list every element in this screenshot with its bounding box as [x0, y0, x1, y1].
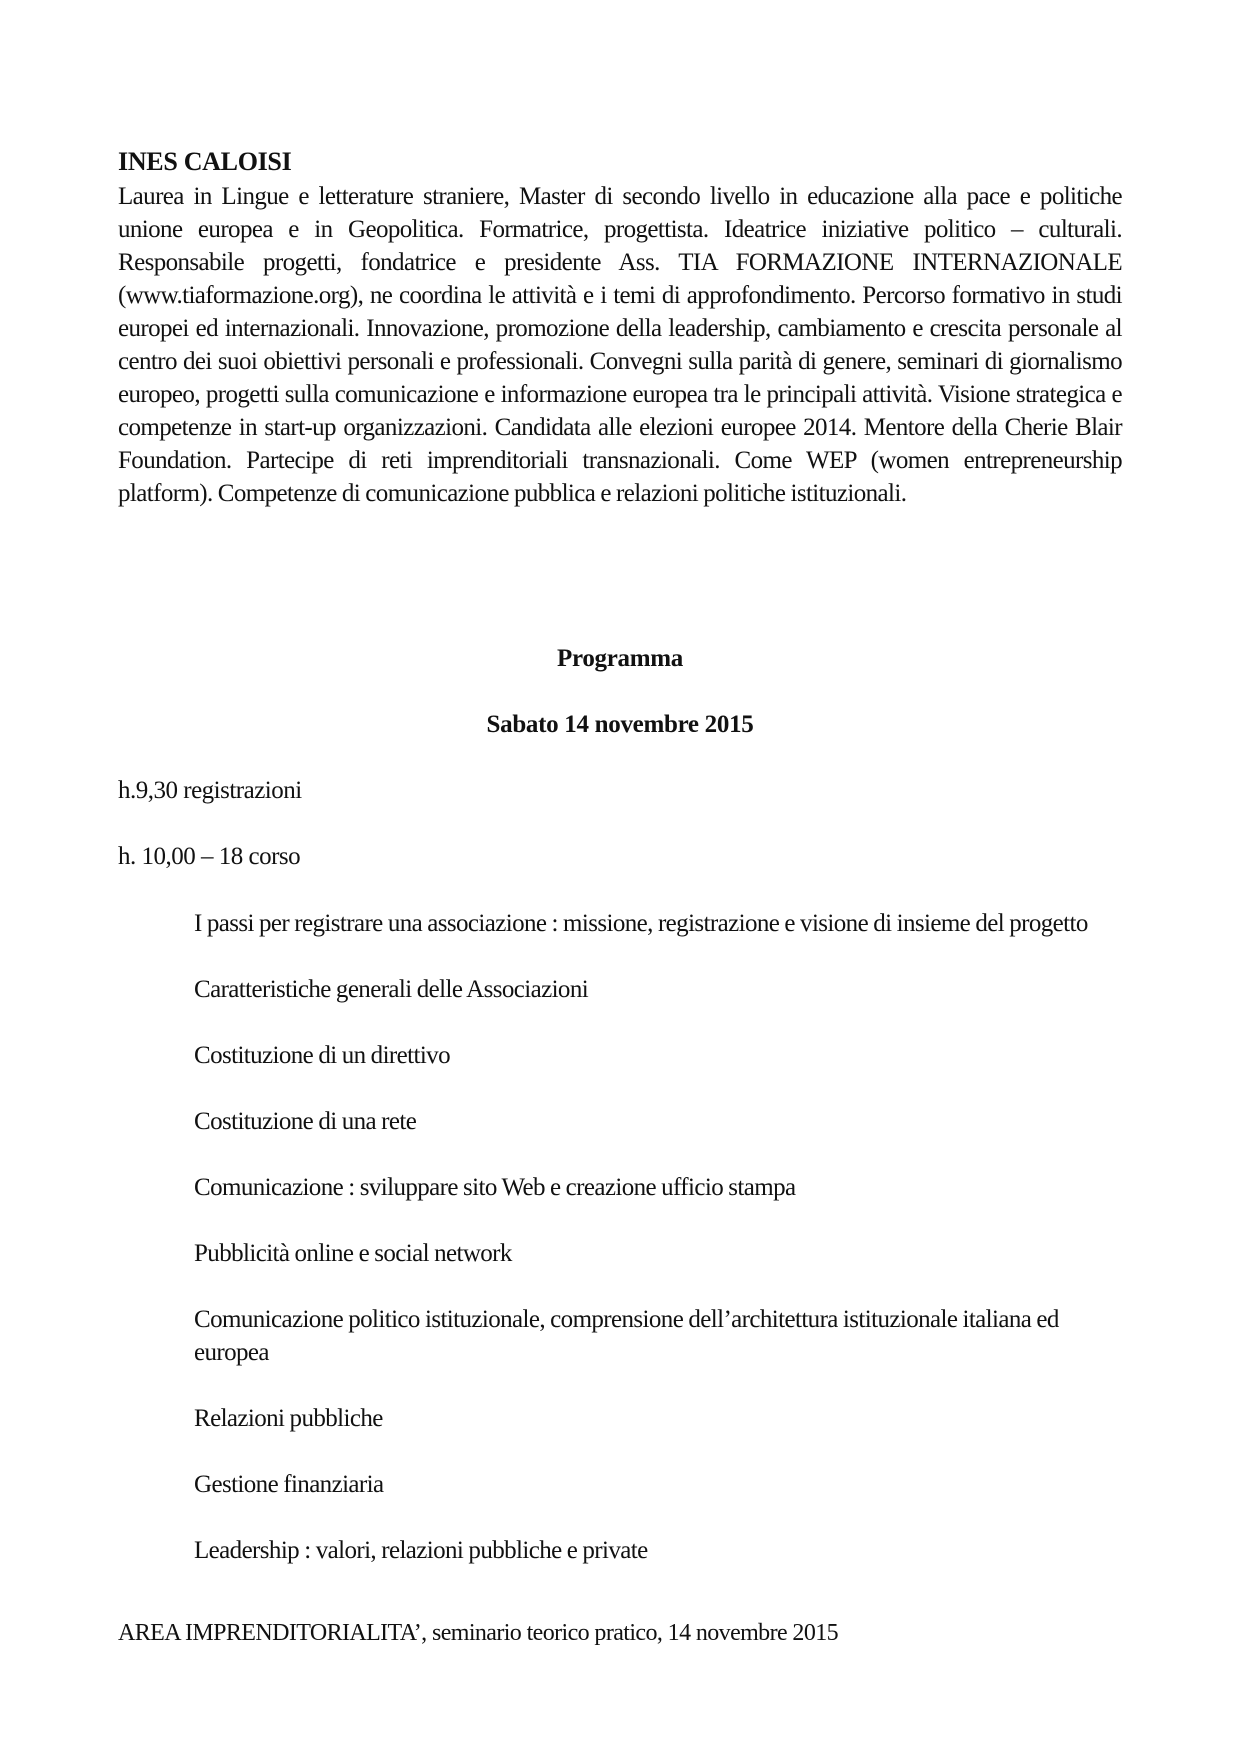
programme-date: Sabato 14 novembre 2015	[486, 711, 754, 738]
topic-item: Costituzione di un direttivo	[194, 1042, 450, 1069]
topic-item: Costituzione di una rete	[194, 1108, 417, 1135]
topic-item: Caratteristiche generali delle Associazioni	[194, 976, 589, 1003]
topic-item: Pubblicità online e social network	[194, 1240, 512, 1267]
topic-item: Gestione finanziaria	[194, 1471, 384, 1498]
topic-item: Comunicazione : sviluppare sito Web e creazione ufficio stampa	[194, 1174, 796, 1201]
topic-item: Relazioni pubbliche	[194, 1405, 383, 1432]
schedule-course: h. 10,00 – 18 corso	[118, 843, 301, 870]
schedule-registration: h.9,30 registrazioni	[118, 777, 302, 804]
topic-item: Comunicazione politico istituzionale, comprensione dell’architettura istituzionale italiana ed europea	[194, 1306, 1059, 1366]
page-footer: AREA IMPRENDITORIALITA’, seminario teorico pratico, 14 novembre 2015	[118, 1620, 839, 1646]
author-bio: Laurea in Lingue e letterature straniere, Master di secondo livello in educazione alla pace e politiche unione europea e in Geopolitica. Formatrice, progettista. Ideatrice iniziative politico – culturali. Responsabile progetti, fondatrice e presidente Ass. TIA FORMAZIONE INTERNAZIONALE (www.tiaformazione.org), ne coordina le attività e i temi di approfondimento. Percorso formativo in studi europei ed internazionali. Innovazione, promozione della leadership, cambiamento e crescita personale al centro dei suoi obiettivi personali e professionali. Convegni sulla parità di genere, seminari di giornalismo europeo, progetti sulla comunicazione e informazione europea tra le principali attività. Visione strategica e competenze in start-up organizzazioni. Candidata alle elezioni europee 2014. Mentore della Cherie Blair Foundation. Partecipe di reti imprenditoriali transnazionali. Come WEP (women entrepreneurship platform). Competenze di comunicazione pubblica e relazioni politiche istituzionali.	[118, 183, 1122, 507]
programme-title: Programma	[557, 645, 683, 672]
topic-item: I passi per registrare una associazione : missione, registrazione e visione di insieme del progetto	[194, 910, 1088, 937]
author-name: INES CALOISI	[118, 147, 292, 176]
topic-item: Leadership : valori, relazioni pubbliche e private	[194, 1537, 648, 1564]
topics-list	[194, 907, 1124, 1600]
